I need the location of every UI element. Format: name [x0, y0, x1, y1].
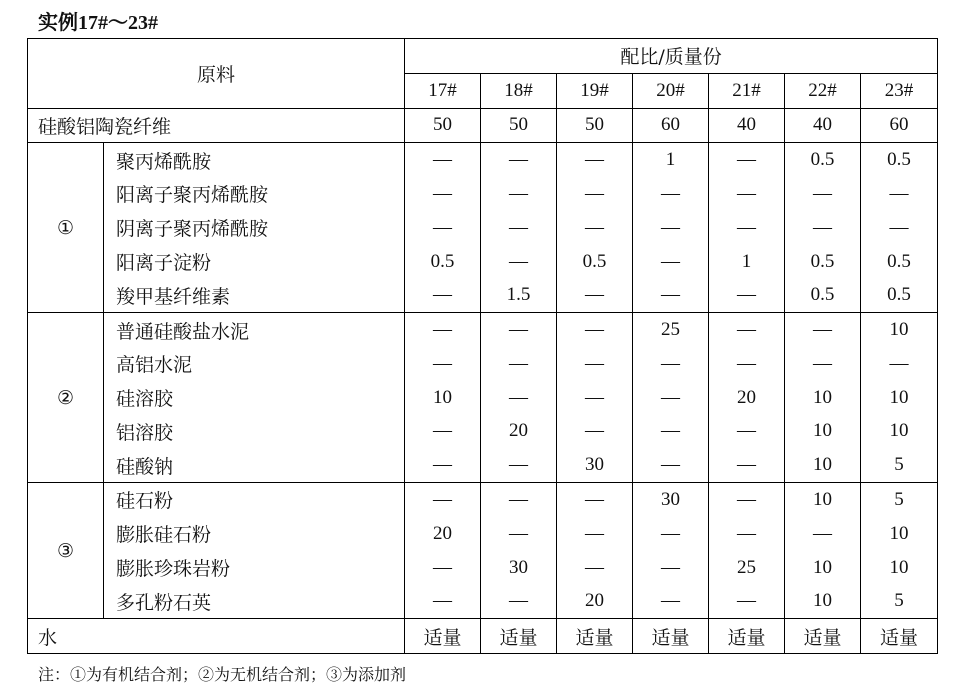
value-cell: — [709, 448, 785, 482]
value-cell: 60 [633, 108, 709, 143]
value-cell: — [709, 483, 785, 517]
value-cell: — [481, 448, 557, 482]
material-name: 普通硅酸盐水泥 [104, 313, 405, 347]
value-cell: — [557, 415, 633, 449]
value-cell: 适量 [405, 619, 481, 654]
fiber-section [28, 108, 938, 143]
value-cell: 0.5 [785, 143, 861, 177]
value-cell: 60 [861, 108, 938, 143]
table-row [28, 313, 938, 347]
formulation-table [27, 38, 938, 654]
group-section [28, 313, 938, 483]
value-cell: — [557, 551, 633, 585]
value-cell: — [709, 278, 785, 312]
material-name: 多孔粉石英 [104, 584, 405, 618]
value-cell: — [861, 211, 938, 245]
value-cell: — [405, 551, 481, 585]
value-cell: 适量 [557, 619, 633, 654]
table-row [28, 143, 938, 177]
title-range: 17#～23# [78, 12, 158, 34]
material-name: 膨胀硅石粉 [104, 517, 405, 551]
table-row [28, 347, 938, 381]
value-cell: — [481, 483, 557, 517]
value-cell: — [785, 517, 861, 551]
table-row [28, 278, 938, 312]
value-cell: — [709, 584, 785, 618]
value-cell: — [405, 143, 481, 177]
value-cell: 1.5 [481, 278, 557, 312]
value-cell: — [633, 177, 709, 211]
value-cell: — [785, 313, 861, 347]
table-row [28, 381, 938, 415]
value-cell: 10 [405, 381, 481, 415]
group-section [28, 143, 938, 313]
table-row [28, 619, 938, 654]
group-mark: ① [28, 143, 104, 313]
value-cell: — [557, 517, 633, 551]
material-name: 羧甲基纤维素 [104, 278, 405, 312]
header-material: 原料 [28, 39, 405, 109]
value-cell: — [405, 278, 481, 312]
value-cell: 40 [785, 108, 861, 143]
sample-header-cell: 17# [405, 73, 481, 108]
group-mark: ③ [28, 483, 104, 619]
material-name: 铝溶胶 [104, 415, 405, 449]
group-section [28, 483, 938, 619]
value-cell: — [481, 347, 557, 381]
value-cell: 10 [785, 415, 861, 449]
sample-header-cell: 19# [557, 73, 633, 108]
value-cell: — [633, 381, 709, 415]
value-cell: 10 [785, 483, 861, 517]
table-row [28, 584, 938, 618]
value-cell: — [481, 211, 557, 245]
value-cell: — [481, 245, 557, 279]
value-cell: 20 [481, 415, 557, 449]
value-cell: 0.5 [861, 278, 938, 312]
value-cell: 10 [861, 415, 938, 449]
water-section [28, 619, 938, 654]
value-cell: — [785, 347, 861, 381]
material-name: 高铝水泥 [104, 347, 405, 381]
value-cell: — [633, 584, 709, 618]
value-cell: — [861, 347, 938, 381]
value-cell: 50 [481, 108, 557, 143]
sample-header-cell: 18# [481, 73, 557, 108]
value-cell: 适量 [633, 619, 709, 654]
value-cell: 10 [785, 448, 861, 482]
material-name: 聚丙烯酰胺 [104, 143, 405, 177]
value-cell: — [405, 448, 481, 482]
material-name: 水 [28, 619, 405, 654]
value-cell: 10 [785, 584, 861, 618]
value-cell: — [557, 381, 633, 415]
title-prefix: 实例 [38, 10, 78, 34]
material-name: 膨胀珍珠岩粉 [104, 551, 405, 585]
value-cell: — [557, 211, 633, 245]
table-header [28, 39, 938, 109]
value-cell: — [405, 313, 481, 347]
table-row [28, 551, 938, 585]
value-cell: 30 [557, 448, 633, 482]
material-name: 阳离子聚丙烯酰胺 [104, 177, 405, 211]
value-cell: — [481, 143, 557, 177]
material-name: 硅石粉 [104, 483, 405, 517]
value-cell: — [633, 211, 709, 245]
material-name: 阴离子聚丙烯酰胺 [104, 211, 405, 245]
value-cell: — [633, 415, 709, 449]
value-cell: 20 [405, 517, 481, 551]
value-cell: 1 [709, 245, 785, 279]
table-row [28, 517, 938, 551]
value-cell: 30 [481, 551, 557, 585]
value-cell: — [557, 347, 633, 381]
value-cell: — [405, 483, 481, 517]
value-cell: 0.5 [785, 245, 861, 279]
value-cell: 10 [785, 551, 861, 585]
value-cell: 5 [861, 584, 938, 618]
value-cell: 10 [861, 551, 938, 585]
value-cell: — [633, 245, 709, 279]
table-row [28, 483, 938, 517]
table-note: 注：①为有机结合剂；②为无机结合剂；③为添加剂 [38, 665, 407, 684]
table-row [28, 211, 938, 245]
table-row [28, 245, 938, 279]
value-cell: — [861, 177, 938, 211]
value-cell: 5 [861, 448, 938, 482]
value-cell: — [709, 177, 785, 211]
value-cell: 10 [785, 381, 861, 415]
value-cell: 0.5 [861, 143, 938, 177]
value-cell: 10 [861, 517, 938, 551]
value-cell: — [481, 584, 557, 618]
value-cell: 适量 [481, 619, 557, 654]
value-cell: — [405, 415, 481, 449]
value-cell: — [405, 177, 481, 211]
value-cell: 1 [633, 143, 709, 177]
value-cell: — [709, 313, 785, 347]
value-cell: 适量 [785, 619, 861, 654]
value-cell: — [557, 143, 633, 177]
value-cell: — [709, 517, 785, 551]
value-cell: 0.5 [785, 278, 861, 312]
value-cell: 适量 [709, 619, 785, 654]
value-cell: — [481, 517, 557, 551]
value-cell: 20 [557, 584, 633, 618]
value-cell: — [481, 313, 557, 347]
value-cell: — [709, 415, 785, 449]
sample-header-cell: 21# [709, 73, 785, 108]
value-cell: — [557, 313, 633, 347]
value-cell: 10 [861, 313, 938, 347]
value-cell: 30 [633, 483, 709, 517]
material-name: 硅酸铝陶瓷纤维 [28, 108, 405, 143]
value-cell: — [557, 278, 633, 312]
value-cell: — [633, 517, 709, 551]
value-cell: — [785, 211, 861, 245]
value-cell: 50 [405, 108, 481, 143]
material-name: 硅溶胶 [104, 381, 405, 415]
page-title [38, 6, 158, 35]
value-cell: 25 [709, 551, 785, 585]
value-cell: — [405, 347, 481, 381]
table-row [28, 448, 938, 482]
table-row [28, 177, 938, 211]
value-cell: 40 [709, 108, 785, 143]
value-cell: — [557, 483, 633, 517]
value-cell: — [633, 347, 709, 381]
table-row [28, 108, 938, 143]
value-cell: 25 [633, 313, 709, 347]
value-cell: — [709, 143, 785, 177]
value-cell: 10 [861, 381, 938, 415]
sample-header-cell: 20# [633, 73, 709, 108]
value-cell: — [633, 278, 709, 312]
table-row [28, 415, 938, 449]
material-name: 阳离子淀粉 [104, 245, 405, 279]
value-cell: 0.5 [861, 245, 938, 279]
value-cell: 0.5 [557, 245, 633, 279]
sample-header-cell: 22# [785, 73, 861, 108]
header-ratio: 配比/质量份 [405, 39, 938, 74]
value-cell: — [633, 448, 709, 482]
value-cell: — [785, 177, 861, 211]
value-cell: — [557, 177, 633, 211]
group-mark: ② [28, 313, 104, 483]
value-cell: — [405, 211, 481, 245]
value-cell: — [481, 381, 557, 415]
value-cell: — [709, 347, 785, 381]
value-cell: — [709, 211, 785, 245]
value-cell: 5 [861, 483, 938, 517]
value-cell: — [405, 584, 481, 618]
value-cell: — [633, 551, 709, 585]
value-cell: — [481, 177, 557, 211]
value-cell: 适量 [861, 619, 938, 654]
value-cell: 0.5 [405, 245, 481, 279]
material-name: 硅酸钠 [104, 448, 405, 482]
value-cell: 50 [557, 108, 633, 143]
value-cell: 20 [709, 381, 785, 415]
sample-header-cell: 23# [861, 73, 938, 108]
